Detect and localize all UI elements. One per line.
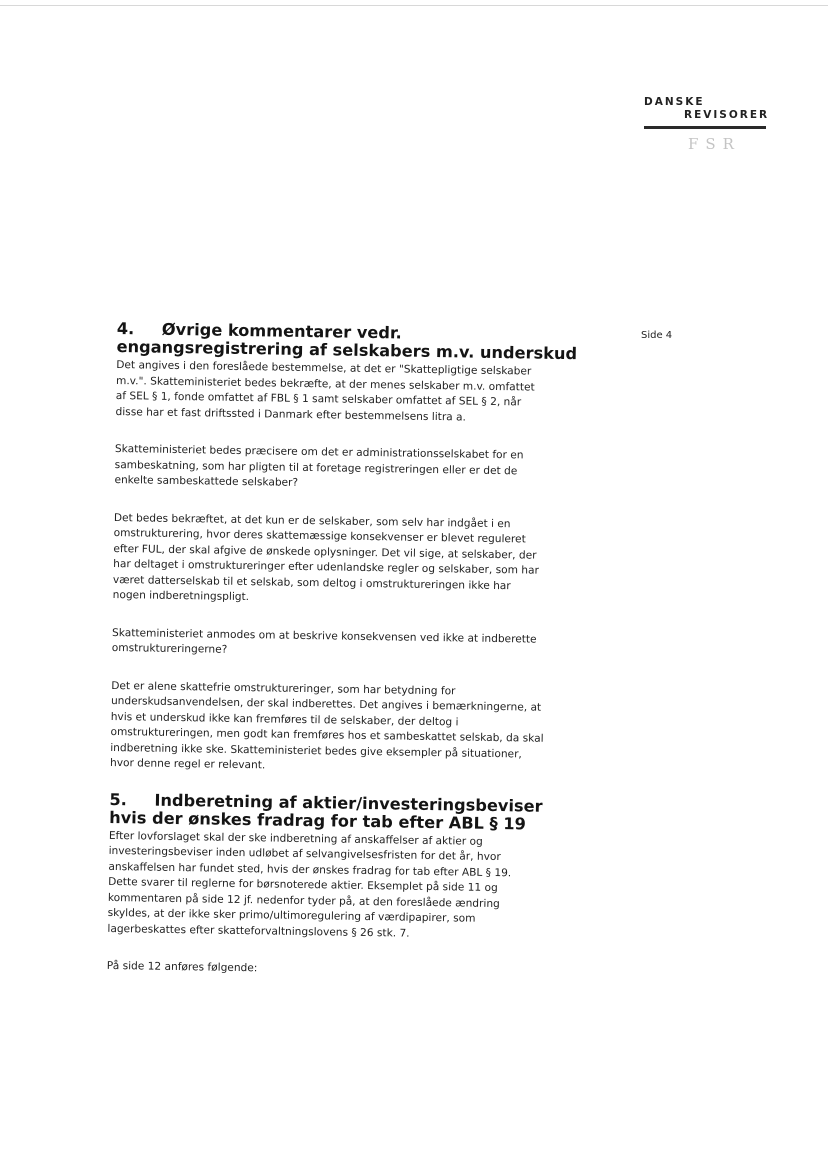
document-body (107, 320, 587, 982)
logo-bar (644, 126, 766, 129)
section-4-paragraph: Det er alene skattefrie omstruktureringer, som har betydning for underskudsanvendelsen, der skal indberettes. Det angives i bemærkningerne, at hvis et underskud ikke kan fremføres til de selskaber, der deltog i omstruktureringen, men godt kan fremføres hos et sambeskattet selskab, da skal indberetning ikke ske. Skatteministeriet bedes give eksempler på situationer, hvor denne regel er relevant. (109, 679, 544, 772)
section-4-title: Øvrige kommentarer vedr. engangsregistrering af selskabers m.v. underskud (116, 319, 578, 364)
fsr-mark: FSR (688, 135, 741, 153)
section-4-number: 4. (116, 319, 135, 339)
section-5-paragraph: Efter lovforslaget skal der ske indberetning af anskaffelser af aktier og investeringsbeviser inden udløbet af selvangivelsesfristen for det år, hvor anskaffelsen har fundet sted, hvis der ønskes fradrag for tab efter ABL § 19. Dette svarer til reglerne for børsnoterede aktier. Eksemplet på side 11 og kommentaren på side 12 jf. nedenfor tyder på, at den foreslåede ændring skyldes, at der ikke sker primo/ultimoregulering af værdipapirer, som lagerbeskattes efter skatteforvaltningslovens § 26 stk. 7. (107, 829, 512, 940)
logo-line-2: REVISORER (684, 109, 770, 121)
section-5-heading (109, 790, 580, 833)
section-4-paragraph: Skatteministeriet bedes præcisere om det er administrationsselskabet for en sambeskatning, som har pligten til at foretage registreringen eller er det de enkelte sambeskattede selskaber? (114, 442, 524, 489)
section-4-heading (116, 320, 587, 363)
logo-line-1: DANSKE (644, 96, 705, 108)
section-5-title: Indberetning af aktier/investeringsbeviser hvis der ønskes fradrag for tab efter ABL § 19 (109, 790, 543, 833)
page-top-rule (0, 5, 828, 6)
page-number-label: Side 4 (641, 330, 673, 341)
section-4-paragraph: Skatteministeriet anmodes om at beskrive konsekvensen ved ikke at indberette omstruktureringerne? (111, 626, 537, 656)
section-5-number: 5. (109, 789, 128, 809)
section-4-paragraph: Det bedes bekræftet, at det kun er de selskaber, som selv har indgået i en omstrukturering, hvor deres skattemæssige konsekvenser er blevet reguleret efter FUL, der skal afgive de ønskede oplysninger. Det vil sige, at selskaber, der har deltaget i omstruktureringer efter udenlandske regler og selskaber, som har været datterselskab til et selskab, som deltog i omstruktureringen ikke har nogen indberetningspligt. (112, 511, 540, 604)
section-4-paragraph: Det angives i den foreslåede bestemmelse, at det er "Skattepligtige selskaber m.v.". Skatteministeriet bedes bekræfte, at der menes selskaber m.v. omfattet af SEL § 1, fonde omfattet af FBL § 1 samt selskaber omfattet af SEL § 2, når disse har et fast driftssted i Danmark efter bestemmelsens litra a. (115, 358, 535, 423)
section-5-paragraph: På side 12 anføres følgende: (106, 959, 258, 975)
danske-revisorer-logo (640, 94, 770, 154)
